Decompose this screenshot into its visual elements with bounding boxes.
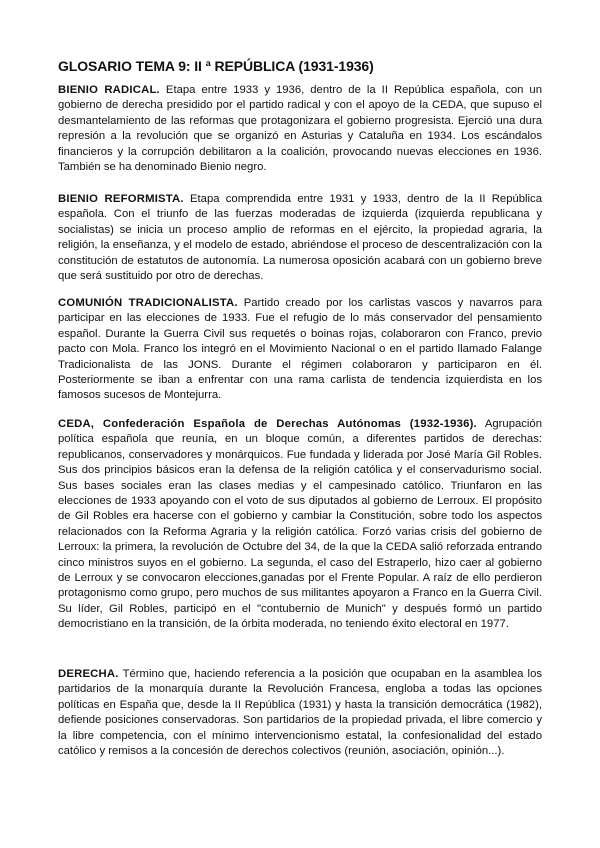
- glossary-term: DERECHA.: [58, 668, 119, 680]
- glossary-entry-bienio-reformista: [58, 192, 542, 284]
- glossary-definition: Agrupación política española que reunía, en un bloque común, a diferentes partidos de derechas: republicanos, conservadores y monárquicos. Fue fundada y liderada por José María Gil Robles. Sus dos principios básicos eran la defensa de la religión católica y el conservadurismo social. Sus bases sociales eran las clases medias y el campesinado católico. Triunfaron en las elecciones de 1933 apoyando con el voto de sus diputados al gobierno de Lerroux. El propósito de Gil Robles era hacerse con el gobierno y cambiar la Constitución, sobre todo los aspectos relacionados con la Reforma Agraria y la religión católica. Forzó varias crisis del gobierno de Lerroux: la primera, la revolución de Octubre del 34, de la que la CEDA salió reforzada entrando cinco ministros suyos en el gobierno. La segunda, el caso del Estraperlo, hizo caer al gobierno de Lerroux y se convocaron elecciones,ganadas por el Frente Popular. A raíz de ello perdieron protagonismo como grupo, pero muchos de sus militantes apoyaron a Franco en la Guerra Civil. Su líder, Gil Robles, participó en el "contubernio de Munich" y después formó un partido democristiano en la transición, de la órbita moderada, no teniendo éxito electoral en 1977.: [58, 418, 542, 631]
- glossary-term: CEDA, Confederación Española de Derechas Autónomas (1932-1936).: [58, 418, 477, 430]
- glossary-definition: Etapa comprendida entre 1931 y 1933, dentro de la II República española. Con el triunfo de las fuerzas moderadas de izquierda (izquierda republicana y socialistas) se inicia un proceso amplio de reformas en el ejército, la propiedad agraria, la religión, la enseñanza, y el modelo de estado, abriéndose el proceso de descentralización con la constitución de estatutos de autonomía. La numerosa oposición acabará con un gobierno breve que será sustituido por otro de derechas.: [58, 193, 542, 283]
- glossary-entry-comunion-tradicionalista: [58, 296, 542, 404]
- glossary-term: BIENIO REFORMISTA.: [58, 193, 184, 205]
- glossary-entry-derecha: [58, 667, 542, 759]
- glossary-entry-bienio-radical: [58, 83, 542, 175]
- glossary-definition: Partido creado por los carlistas vascos y navarros para participar en las elecciones de 1933. Fue el refugio de lo más conservador del pensamiento español. Durante la Guerra Civil sus requetés o boinas rojas, colaboraron con Franco, previo pacto con Mola. Franco los integró en el Movimiento Nacional o en el partido llamado Falange Tradicionalista de las JONS. Durante el régimen colaboraron y participaron en él. Posteriormente se iban a enfrentar con una rama carlista de tendencia izquierdista en los famosos sucesos de Montejurra.: [58, 297, 542, 402]
- glossary-definition: Término que, haciendo referencia a la posición que ocupaban en la asamblea los partidarios de la monarquía durante la Revolución Francesa, engloba a todas las opciones políticas en España que, desde la II República (1931) y hasta la transición democrática (1982), defiende posiciones conservadoras. Son partidarios de la propiedad privada, el libre comercio y la libre competencia, con el mínimo intervencionismo estatal, la confesionalidad del estado católico y remisos a la concesión de derechos colectivos (reunión, asociación, opinión...).: [58, 668, 542, 758]
- glossary-entry-ceda: [58, 417, 542, 633]
- glossary-term: BIENIO RADICAL.: [58, 84, 160, 96]
- glossary-term: COMUNIÓN TRADICIONALISTA.: [58, 297, 238, 309]
- page-title: GLOSARIO TEMA 9: II ª REPÚBLICA (1931-1936): [58, 58, 374, 74]
- glossary-definition: Etapa entre 1933 y 1936, dentro de la II República española, con un gobierno de derecha presidido por el partido radical y con el apoyo de la CEDA, que supuso el desmantelamiento de las reformas que protagonizara el gobierno progresista. Ejerció una dura represión a la revolución que se organizó en Asturias y Cataluña en 1934. Los escándalos financieros y la corrupción debilitaron a la coalición, provocando nuevas elecciones en 1936. También se ha denominado Bienio negro.: [58, 84, 542, 174]
